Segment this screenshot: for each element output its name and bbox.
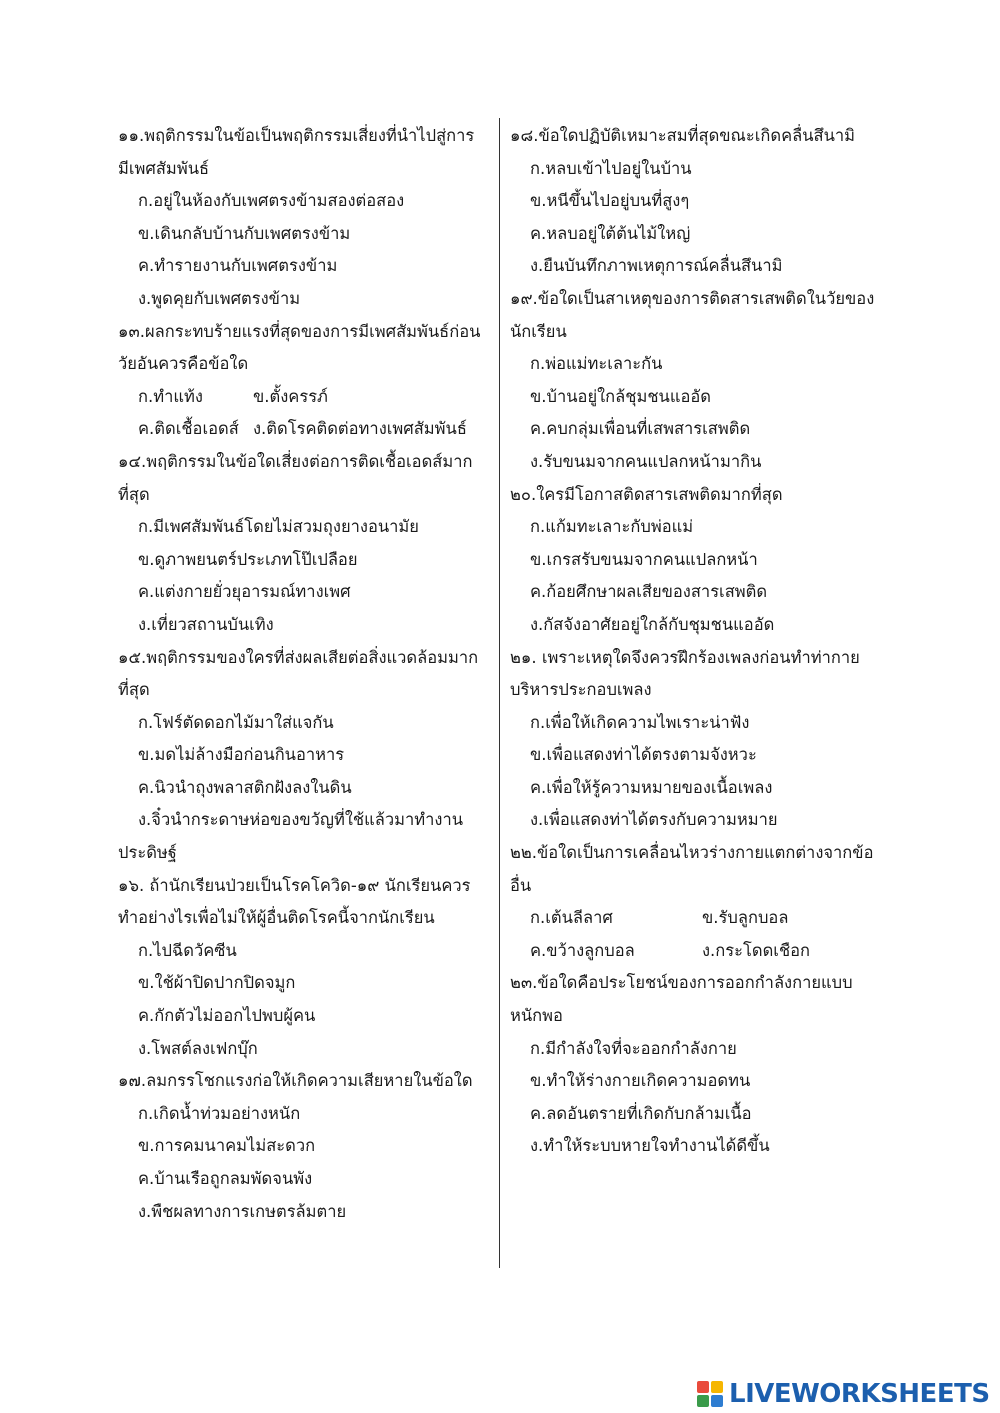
answer-option: ค.หลบอยู่ใต้ต้นไม้ใหญ่ xyxy=(530,223,691,243)
answer-option: ข.การคมนาคมไม่สะดวก xyxy=(138,1136,316,1156)
logo-square-2 xyxy=(711,1381,723,1393)
answer-option: ง.พูดคุยกับเพศตรงข้าม xyxy=(138,288,301,308)
answer-option: ข.ดูภาพยนตร์ประเภทโป๊เปลือย xyxy=(138,549,358,569)
answer-option: ข.หนีขึ้นไปอยู่บนที่สูงๆ xyxy=(530,191,690,211)
answer-option-pair xyxy=(510,902,885,935)
question-text: ที่สุด xyxy=(118,484,150,504)
answer-option: ก.ไปฉีดวัคซีน xyxy=(138,940,237,960)
question-text: ๑๔.พฤติกรรมในข้อใดเสี่ยงต่อการติดเชื้อเอดส์มาก xyxy=(118,451,473,471)
answer-option: ค.เพื่อให้รู้ความหมายของเนื้อเพลง xyxy=(530,777,773,797)
logo-text: LIVEWORKSHEETS xyxy=(729,1379,990,1409)
answer-option: ข.เกรสรับขนมจากคนแปลกหน้า xyxy=(530,549,758,569)
question-text: อื่น xyxy=(510,875,532,895)
logo-square-3 xyxy=(697,1395,709,1407)
answer-option: ง.กระโดดเชือก xyxy=(702,940,811,960)
answer-option: ค.ติดเชื้อเอดส์ xyxy=(138,419,239,439)
answer-option-pair xyxy=(118,381,496,414)
answer-option: ง.กัสจังอาศัยอยู่ใกล้กับชุมชนแออัด xyxy=(530,614,775,634)
answer-option: ก.เพื่อให้เกิดความไพเราะน่าฟัง xyxy=(530,712,750,732)
liveworksheets-logo[interactable] xyxy=(697,1378,990,1410)
answer-option: ง.จิ๋วนำกระดาษห่อของขวัญที่ใช้แล้วมาทำงาน xyxy=(138,810,464,830)
question-text: ที่สุด xyxy=(118,680,150,700)
question-text: ๑๘.ข้อใดปฏิบัติเหมาะสมที่สุดขณะเกิดคลื่นสึนามิ xyxy=(510,126,855,145)
logo-square-4 xyxy=(711,1395,723,1407)
answer-option: ก.โฟร์ตัดดอกไม้มาใส่แจกัน xyxy=(138,712,334,732)
question-text: ๒๓.ข้อใดคือประโยชน์ของการออกกำลังกายแบบ xyxy=(510,973,853,993)
answer-option: ก.แก้มทะเลาะกับพ่อแม่ xyxy=(530,517,694,537)
answer-option: ข.บ้านอยู่ใกล้ชุมชนแออัด xyxy=(530,386,712,406)
question-text: ๑๑.พฤติกรรมในข้อเป็นพฤติกรรมเสี่ยงที่นำไปสู่การ xyxy=(118,126,475,145)
column-divider xyxy=(499,118,500,1268)
answer-option: ง.ติดโรคติดต่อทางเพศสัมพันธ์ xyxy=(253,419,467,439)
answer-option: ข.มดไม่ล้างมือก่อนกินอาหาร xyxy=(138,745,345,765)
question-text: ๑๓.ผลกระทบร้ายแรงที่สุดของการมีเพศสัมพันธ์ก่อน xyxy=(118,321,481,341)
answer-option: ข.ใช้ผ้าปิดปากปิดจมูก xyxy=(138,973,296,993)
question-text: ๑๙.ข้อใดเป็นสาเหตุของการติดสารเสพติดในวัยของ xyxy=(510,288,875,308)
answer-option: ง.ทำให้ระบบหายใจทำงานได้ดีขึ้น xyxy=(530,1136,770,1156)
answer-option: ค.กักตัวไม่ออกไปพบผู้คน xyxy=(138,1006,316,1026)
question-text: ๑๖. ถ้านักเรียนป่วยเป็นโรคโควิด-๑๙ นักเรียนควร xyxy=(118,875,471,895)
logo-icon xyxy=(697,1381,723,1407)
right-column xyxy=(510,120,885,1163)
question-text: วัยอันควรคือข้อใด xyxy=(118,354,249,374)
answer-option: ก.ทำแท้ง xyxy=(138,386,203,406)
question-text: ๒๒.ข้อใดเป็นการเคลื่อนไหวร่างกายแตกต่างจากข้อ xyxy=(510,843,874,863)
answer-option: ก.หลบเข้าไปอยู่ในบ้าน xyxy=(530,158,692,178)
question-text: ๑๕.พฤติกรรมของใครที่ส่งผลเสียต่อสิ่งแวดล้อมมาก xyxy=(118,647,479,667)
answer-option: ง.เที่ยวสถานบันเทิง xyxy=(138,614,274,634)
question-text: ๑๗.ลมกรรโชกแรงก่อให้เกิดความเสียหายในข้อใด xyxy=(118,1071,473,1091)
answer-option: ก.พ่อแม่ทะเลาะกัน xyxy=(530,354,663,374)
answer-option: ข.เพื่อแสดงท่าได้ตรงตามจังหวะ xyxy=(530,745,757,765)
question-text: ทำอย่างไรเพื่อไม่ให้ผู้อื่นติดโรคนี้จากนักเรียน xyxy=(118,908,435,928)
answer-option: ก.เกิดน้ำท่วมอย่างหนัก xyxy=(138,1103,301,1123)
answer-option: ค.ลดอันตรายที่เกิดกับกล้ามเนื้อ xyxy=(530,1103,752,1123)
answer-option: ก.มีเพศสัมพันธ์โดยไม่สวมถุงยางอนามัย xyxy=(138,517,419,537)
answer-option-pair xyxy=(118,413,496,446)
answer-option: ค.นิวนำถุงพลาสติกฝังลงในดิน xyxy=(138,777,352,797)
answer-option: ค.บ้านเรือถูกลมพัดจนพัง xyxy=(138,1169,313,1188)
answer-option: ข.ทำให้ร่างกายเกิดความอดทน xyxy=(530,1071,751,1091)
answer-option: ค.ขว้างลูกบอล xyxy=(530,940,635,960)
answer-option: ค.ก้อยศึกษาผลเสียของสารเสพติด xyxy=(530,582,768,602)
question-text: นักเรียน xyxy=(510,321,567,341)
answer-option: ข.รับลูกบอล xyxy=(702,908,789,928)
answer-option-pair xyxy=(510,935,885,968)
answer-option: ก.อยู่ในห้องกับเพศตรงข้ามสองต่อสอง xyxy=(138,191,405,211)
answer-option: ง.โพสต์ลงเฟกบุ๊ก xyxy=(138,1038,258,1058)
logo-square-1 xyxy=(697,1381,709,1393)
answer-option: ข.ตั้งครรภ์ xyxy=(253,386,328,406)
question-text: บริหารประกอบเพลง xyxy=(510,680,652,700)
answer-option: ง.เพื่อแสดงท่าได้ตรงกับความหมาย xyxy=(530,810,778,830)
question-text: หนักพอ xyxy=(510,1006,563,1026)
answer-option: ง.พืชผลทางการเกษตรล้มตาย xyxy=(138,1201,347,1221)
answer-option: ค.แต่งกายยั่วยุอารมณ์ทางเพศ xyxy=(138,582,351,602)
answer-option: ข.เดินกลับบ้านกับเพศตรงข้าม xyxy=(138,223,351,243)
question-text: มีเพศสัมพันธ์ xyxy=(118,158,210,178)
question-text: ๒๐.ใครมีโอกาสติดสารเสพติดมากที่สุด xyxy=(510,484,783,504)
answer-option: ง.รับขนมจากคนแปลกหน้ามากิน xyxy=(530,451,762,471)
answer-option: ค.ทำรายงานกับเพศตรงข้าม xyxy=(138,256,338,276)
answer-option: ก.มีกำลังใจที่จะออกกำลังกาย xyxy=(530,1038,737,1058)
question-text: ประดิษฐ์ xyxy=(118,843,177,863)
answer-option: ง.ยืนบันทึกภาพเหตุการณ์คลื่นสึนามิ xyxy=(530,256,783,276)
left-column xyxy=(118,120,496,1228)
answer-option: ก.เต้นลีลาศ xyxy=(530,908,613,928)
question-text: ๒๑. เพราะเหตุใดจึงควรฝึกร้องเพลงก่อนทำท่ากาย xyxy=(510,647,860,667)
answer-option: ค.คบกลุ่มเพื่อนที่เสพสารเสพติด xyxy=(530,419,751,439)
